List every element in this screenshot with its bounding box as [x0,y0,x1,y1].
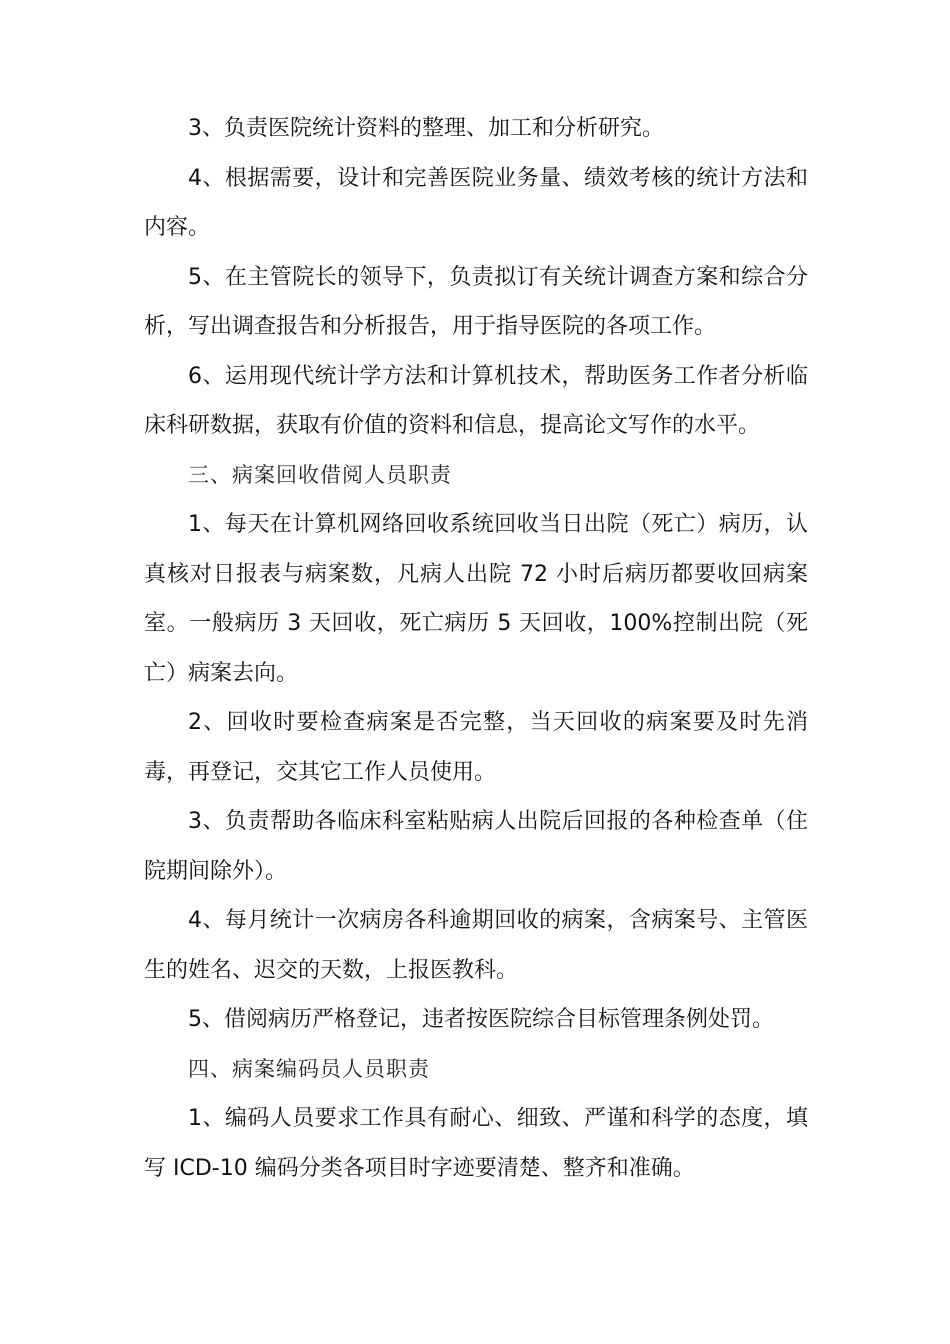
paragraph-coder-1: 1、编码人员要求工作具有耐心、细致、严谨和科学的态度，填写 ICD-10 编码分类各项目时字迹要清楚、整齐和准确。 [144,1106,808,1181]
paragraph-stat-5: 5、在主管院长的领导下，负责拟订有关统计调查方案和综合分析，写出调查报告和分析报告，用于指导医院的各项工作。 [144,264,808,339]
document-body [144,104,808,1193]
paragraph-return-1: 1、每天在计算机网络回收系统回收当日出院（死亡）病历，认真核对日报表与病案数，凡病人出院 72 小时后病历都要收回病案室。一般病历 3 天回收，死亡病历 5 天回收，100%控制出院（死亡）病案去向。 [144,512,808,686]
paragraph-return-4: 4、每月统计一次病房各科逾期回收的病案，含病案号、主管医生的姓名、迟交的天数，上报医教科。 [144,908,808,983]
paragraph-stat-3: 3、负责医院统计资料的整理、加工和分析研究。 [188,116,664,141]
section-heading-record-return: 三、病案回收借阅人员职责 [188,462,452,487]
paragraph-return-5: 5、借阅病历严格登记，违者按医院综合目标管理条例处罚。 [188,1007,774,1032]
section-heading-coder: 四、病案编码员人员职责 [188,1056,430,1081]
paragraph-stat-4: 4、根据需要，设计和完善医院业务量、绩效考核的统计方法和内容。 [144,165,808,240]
paragraph-return-3: 3、负责帮助各临床科室粘贴病人出院后回报的各种检查单（住院期间除外）。 [144,809,808,884]
paragraph-return-2: 2、回收时要检查病案是否完整，当天回收的病案要及时先消毒，再登记，交其它工作人员使用。 [144,710,808,785]
paragraph-stat-6: 6、运用现代统计学方法和计算机技术，帮助医务工作者分析临床科研数据，获取有价值的资料和信息，提高论文写作的水平。 [144,363,808,438]
